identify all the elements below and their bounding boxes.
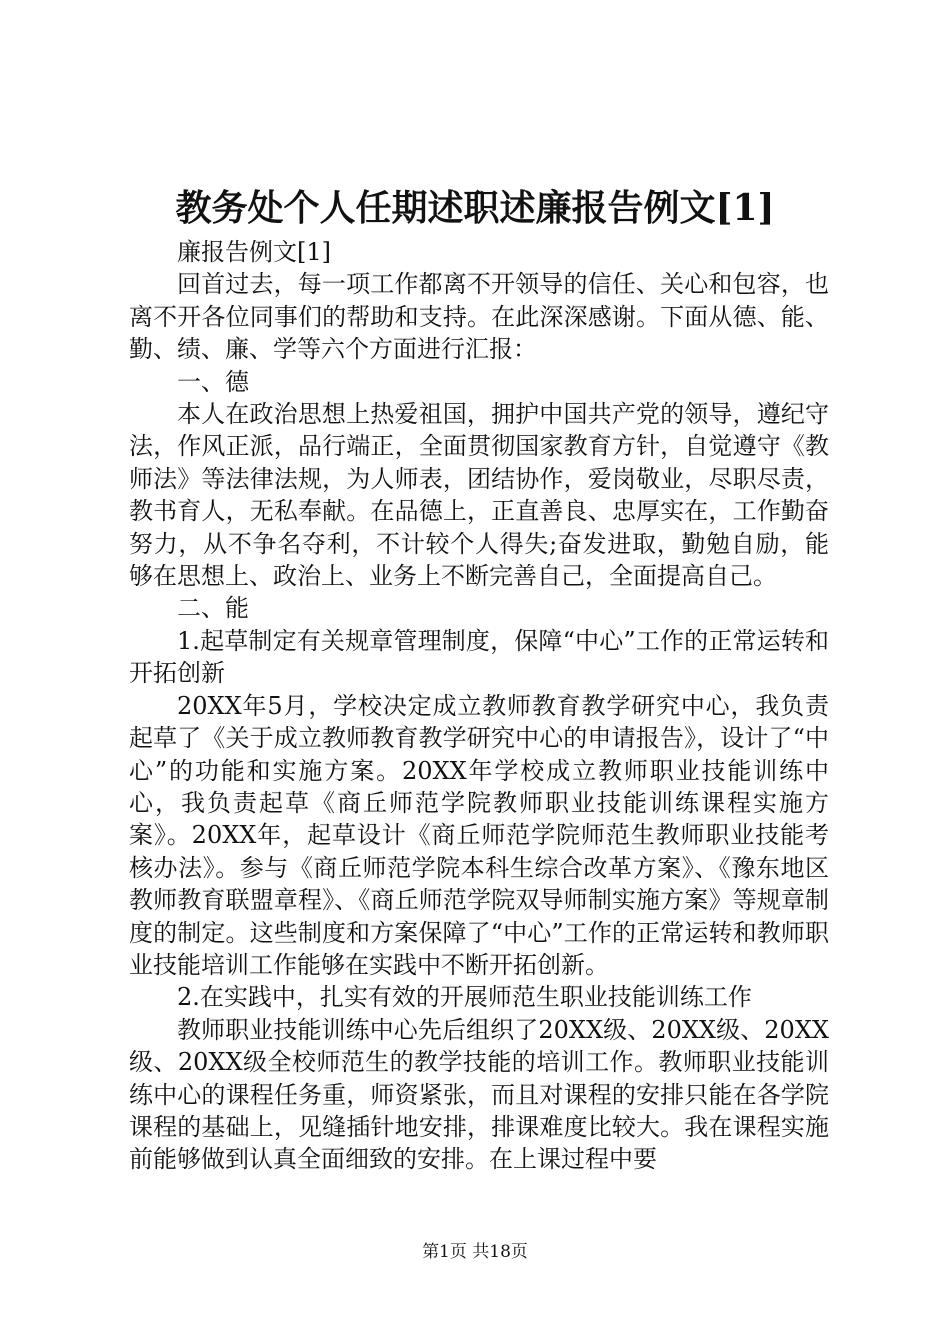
paragraph: 本人在政治思想上热爱祖国，拥护中国共产党的领导，遵纪守法，作风正派，品行端正，全面贯彻国家教育方针，自觉遵守《教师法》等法律法规，为人师表，团结协作，爱岗敬业，尽职尽责，教书育人，无私奉献。在品德上，正直善良、忠厚实在，工作勤奋努力，从不争名夺利，不计较个人得失;奋发进取，勤勉自励，能够在思想上、政治上、业务上不断完善自己，全面提高自己。 <box>129 400 829 591</box>
paragraph: 回首过去，每一项工作都离不开领导的信任、关心和包容，也离不开各位同事们的帮助和支持。在此深深感谢。下面从德、能、勤、绩、廉、学等六个方面进行汇报： <box>129 270 829 364</box>
paragraph: 20XX年5月，学校决定成立教师教育教学研究中心，我负责起草了《关于成立教师教育教学研究中心的申请报告》，设计了“中心”的功能和实施方案。20XX年学校成立教师职业技能训练中心，我负责起草《商丘师范学院教师职业技能训练课程实施方案》。20XX年，起草设计《商丘师范学院师范生教师职业技能考核办法》。参与《商丘师范学院本科生综合改革方案》、《豫东地区教师教育联盟章程》、《商丘师范学院双导师制实施方案》等规章制度的制定。这些制度和方案保障了“中心”工作的正常运转和教师职业技能培训工作能够在实践中不断开拓创新。 <box>129 691 829 979</box>
paragraph: 廉报告例文[1] <box>177 238 331 266</box>
section-heading: 二、能 <box>177 594 249 623</box>
page-number-footer: 第1页 共18页 <box>422 1242 528 1262</box>
document-body <box>129 236 829 1176</box>
subsection-heading: 1.起草制定有关规章管理制度，保障“中心”工作的正常运转和开拓创新 <box>129 626 829 688</box>
subsection-heading: 2.在实践中，扎实有效的开展师范生职业技能训练工作 <box>177 983 752 1012</box>
paragraph: 教师职业技能训练中心先后组织了20XX级、20XX级、20XX级、20XX级全校师范生的教学技能的培训工作。教师职业技能训练中心的课程任务重，师资紧张，而且对课程的安排只能在各学院课程的基础上，见缝插针地安排，排课难度比较大。我在课程实施前能够做到认真全面细致的安排。在上课过程中要 <box>129 1015 829 1174</box>
document-title: 教务处个人任期述职述廉报告例文[1] <box>175 187 775 229</box>
section-heading: 一、德 <box>177 367 249 396</box>
